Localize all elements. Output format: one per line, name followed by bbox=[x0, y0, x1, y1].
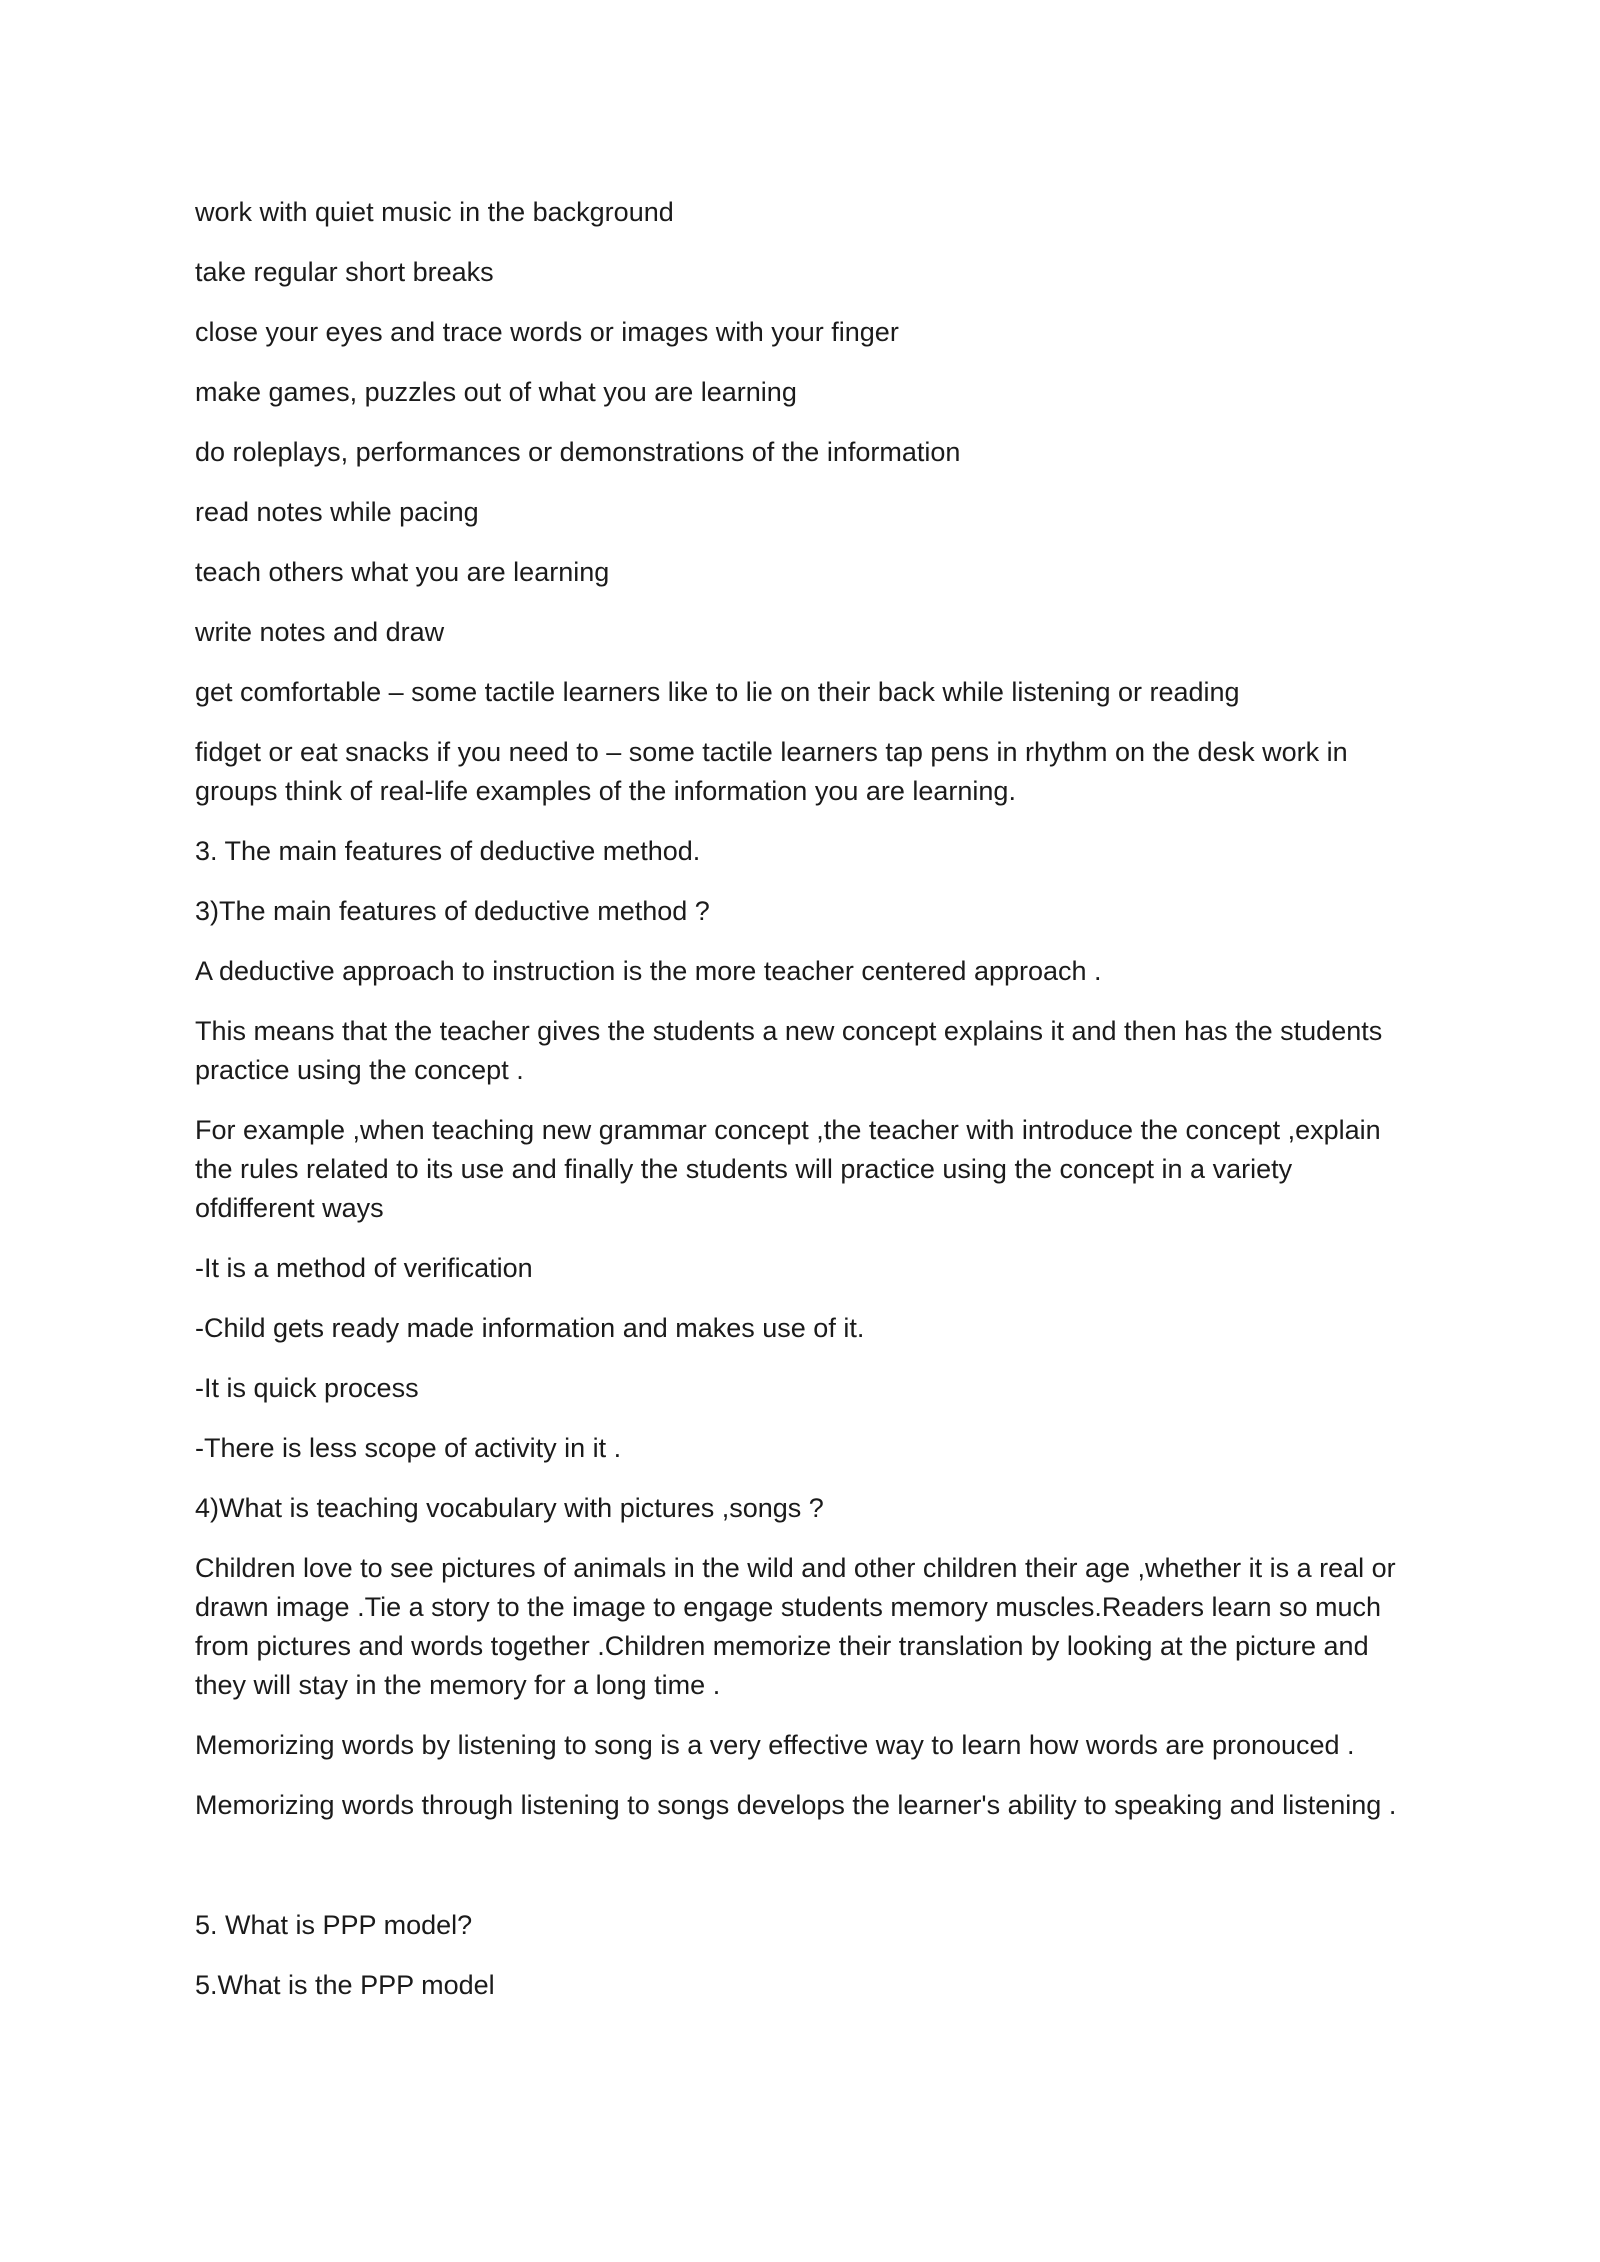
bullet-item: -It is quick process bbox=[195, 1373, 419, 1403]
paragraph: This means that the teacher gives the students a new concept explains it and then has the students practice using the concept . bbox=[195, 1016, 1383, 1085]
paragraph: fidget or eat snacks if you need to – some tactile learners tap pens in rhythm on the desk work in groups think of real-life examples of the information you are learning. bbox=[195, 737, 1348, 806]
section-heading: 3. The main features of deductive method. bbox=[195, 836, 701, 866]
paragraph: Memorizing words through listening to songs develops the learner's ability to speaking and listening . bbox=[195, 1790, 1397, 1820]
question-heading: 3)The main features of deductive method ? bbox=[195, 896, 710, 926]
paragraph: take regular short breaks bbox=[195, 257, 494, 287]
paragraph: A deductive approach to instruction is the more teacher centered approach . bbox=[195, 956, 1102, 986]
question-heading: 4)What is teaching vocabulary with pictures ,songs ? bbox=[195, 1493, 824, 1523]
blank-line bbox=[195, 1846, 1415, 1906]
paragraph: For example ,when teaching new grammar concept ,the teacher with introduce the concept ,explain the rules related to its use and finally the students will practice using the concept in a variety ofdifferent ways bbox=[195, 1115, 1381, 1223]
paragraph: make games, puzzles out of what you are learning bbox=[195, 377, 797, 407]
bullet-item: -There is less scope of activity in it . bbox=[195, 1433, 622, 1463]
paragraph: teach others what you are learning bbox=[195, 557, 610, 587]
question-heading: 5.What is the PPP model bbox=[195, 1970, 495, 2000]
paragraph: get comfortable – some tactile learners like to lie on their back while listening or reading bbox=[195, 677, 1240, 707]
paragraph: close your eyes and trace words or images with your finger bbox=[195, 317, 899, 347]
paragraph: Children love to see pictures of animals in the wild and other children their age ,whether it is a real or drawn image .Tie a story to the image to engage students memory muscles.Readers learn so much from pictures and words together .Children memorize their translation by looking at the picture and they will stay in the memory for a long time . bbox=[195, 1553, 1396, 1700]
section-heading: 5. What is PPP model? bbox=[195, 1910, 473, 1940]
bullet-item: -It is a method of verification bbox=[195, 1253, 533, 1283]
paragraph: Memorizing words by listening to song is a very effective way to learn how words are pronouced . bbox=[195, 1730, 1355, 1760]
paragraph: do roleplays, performances or demonstrations of the information bbox=[195, 437, 961, 467]
paragraph: write notes and draw bbox=[195, 617, 445, 647]
paragraph: work with quiet music in the background bbox=[195, 197, 674, 227]
paragraph: read notes while pacing bbox=[195, 497, 479, 527]
document-body bbox=[195, 193, 1415, 2026]
bullet-item: -Child gets ready made information and makes use of it. bbox=[195, 1313, 865, 1343]
